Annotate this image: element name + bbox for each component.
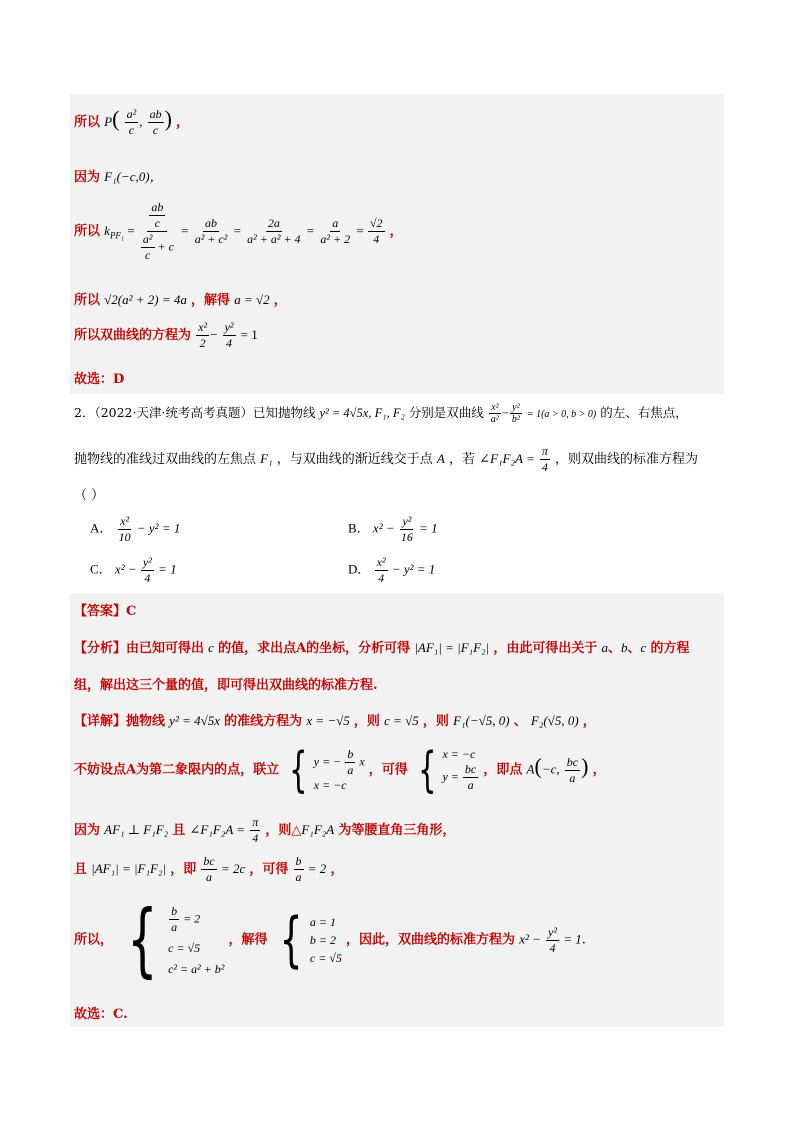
analysis-line-2: 组，解出这三个量的值，即可得出双曲线的标准方程. — [74, 678, 378, 693]
detail-line-3: 因为 AF₁ ⊥ F₁F₂ 且 ∠F₁F₂A = $\frac{\pi}{4}$ ，则△F₁F₂A 为等腰直角三角形， — [74, 815, 456, 845]
prev-line-2: 因为 F₁(−c,0)， — [74, 169, 163, 185]
answer-line: 【答案】C — [74, 604, 137, 619]
detail-line-2: 不妨设点A为第二象限内的点，联立 { y = − $\frac{b}{a}$ x x = −c ，可得 { x = −c y = $\frac{bc}{a}$ ，即点 A(−c, $\frac{bc}{a}$ ) ， — [74, 742, 606, 798]
option-a[interactable]: A． $\frac{\text{x²}}{10}$ − y² = 1 — [90, 514, 181, 544]
analysis-line-1: 【分析】由已知可得出 c 的值，求出点A的坐标，分析可得 |AF₁| = |F₁F₂| ，由此可得出关于 a、b、c 的方程 — [74, 640, 690, 656]
question-line-3: （ ） — [74, 488, 105, 503]
question-line-2: 抛物线的准线过双曲线的左焦点 F₁ ，与双曲线的渐近线交于点 A ，若 ∠F₁F₂A = $\frac{\pi}{4}$ ，则双曲线的标准方程为 — [74, 444, 699, 474]
option-c[interactable]: C． x² − $\frac{\text{y²}}{4}$ = 1 — [90, 555, 177, 585]
option-d[interactable]: D． $\frac{\text{x²}}{4}$ − y² = 1 — [348, 555, 436, 585]
question-line-1: 2．（2022·天津·统考高考真题）已知抛物线 y² = 4√5x, F₁, F₂ 分别是双曲线 $\frac{\text{x²}}{\text{a²}}$ − $\frac{\text{y²}}{\text{b²}}$ = 1(a > 0, b > 0) 的左、右焦点， — [74, 402, 688, 425]
detail-line-6: 故选：C. — [74, 1007, 128, 1022]
option-b[interactable]: B． x² − $\frac{\text{y²}}{16}$ = 1 — [348, 514, 438, 544]
detail-line-4: 且 |AF₁| = |F₁F₂| ，即 $\frac{bc}{a}$ = 2c ，可得 $\frac{b}{a}$ = 2 ， — [74, 854, 344, 884]
prev-line-6: 故选：D — [74, 372, 125, 387]
prev-line-5: 所以双曲线的方程为 $\frac{\text{x²}}{2}$ − $\frac{\text{y²}}{4}$ = 1 — [74, 320, 258, 350]
prev-line-3: 所以 $k_{PF_1}$ = $\frac{ab}{c}$ $\frac{\text{a²}}{c}$ + c = $\frac{ab}{\text{a² + c²}}$ = $\frac{2a}{\text{a² + a² + 4}}$ = $\frac{a}{\text{a² + 2}}$ = $\frac{√2}{4}$ ， — [74, 200, 403, 262]
prev-line-4: 所以 √2(a² + 2) = 4a ，解得 a = √2 ， — [74, 292, 287, 308]
detail-line-1: 【详解】抛物线 y² = 4√5x 的准线方程为 x = −√5 ，则 c = √5 ，则 F₁(−√5, 0) 、 F₂(√5, 0) ， — [74, 713, 596, 729]
prev-line-1: 所以 P( $\frac{\text{a²}}{c}$ , $\frac{ab}{c}$ ) ， — [74, 106, 190, 137]
detail-line-5: 所以， { $\frac{b}{a}$ = 2 c = √5 c² = a² + b² ，解得 { a = 1 b = 2 c = √5 ，因此，双曲线的标准方程为 x² − $\frac{\text{y²}}{4}$ = 1. — [74, 893, 586, 986]
